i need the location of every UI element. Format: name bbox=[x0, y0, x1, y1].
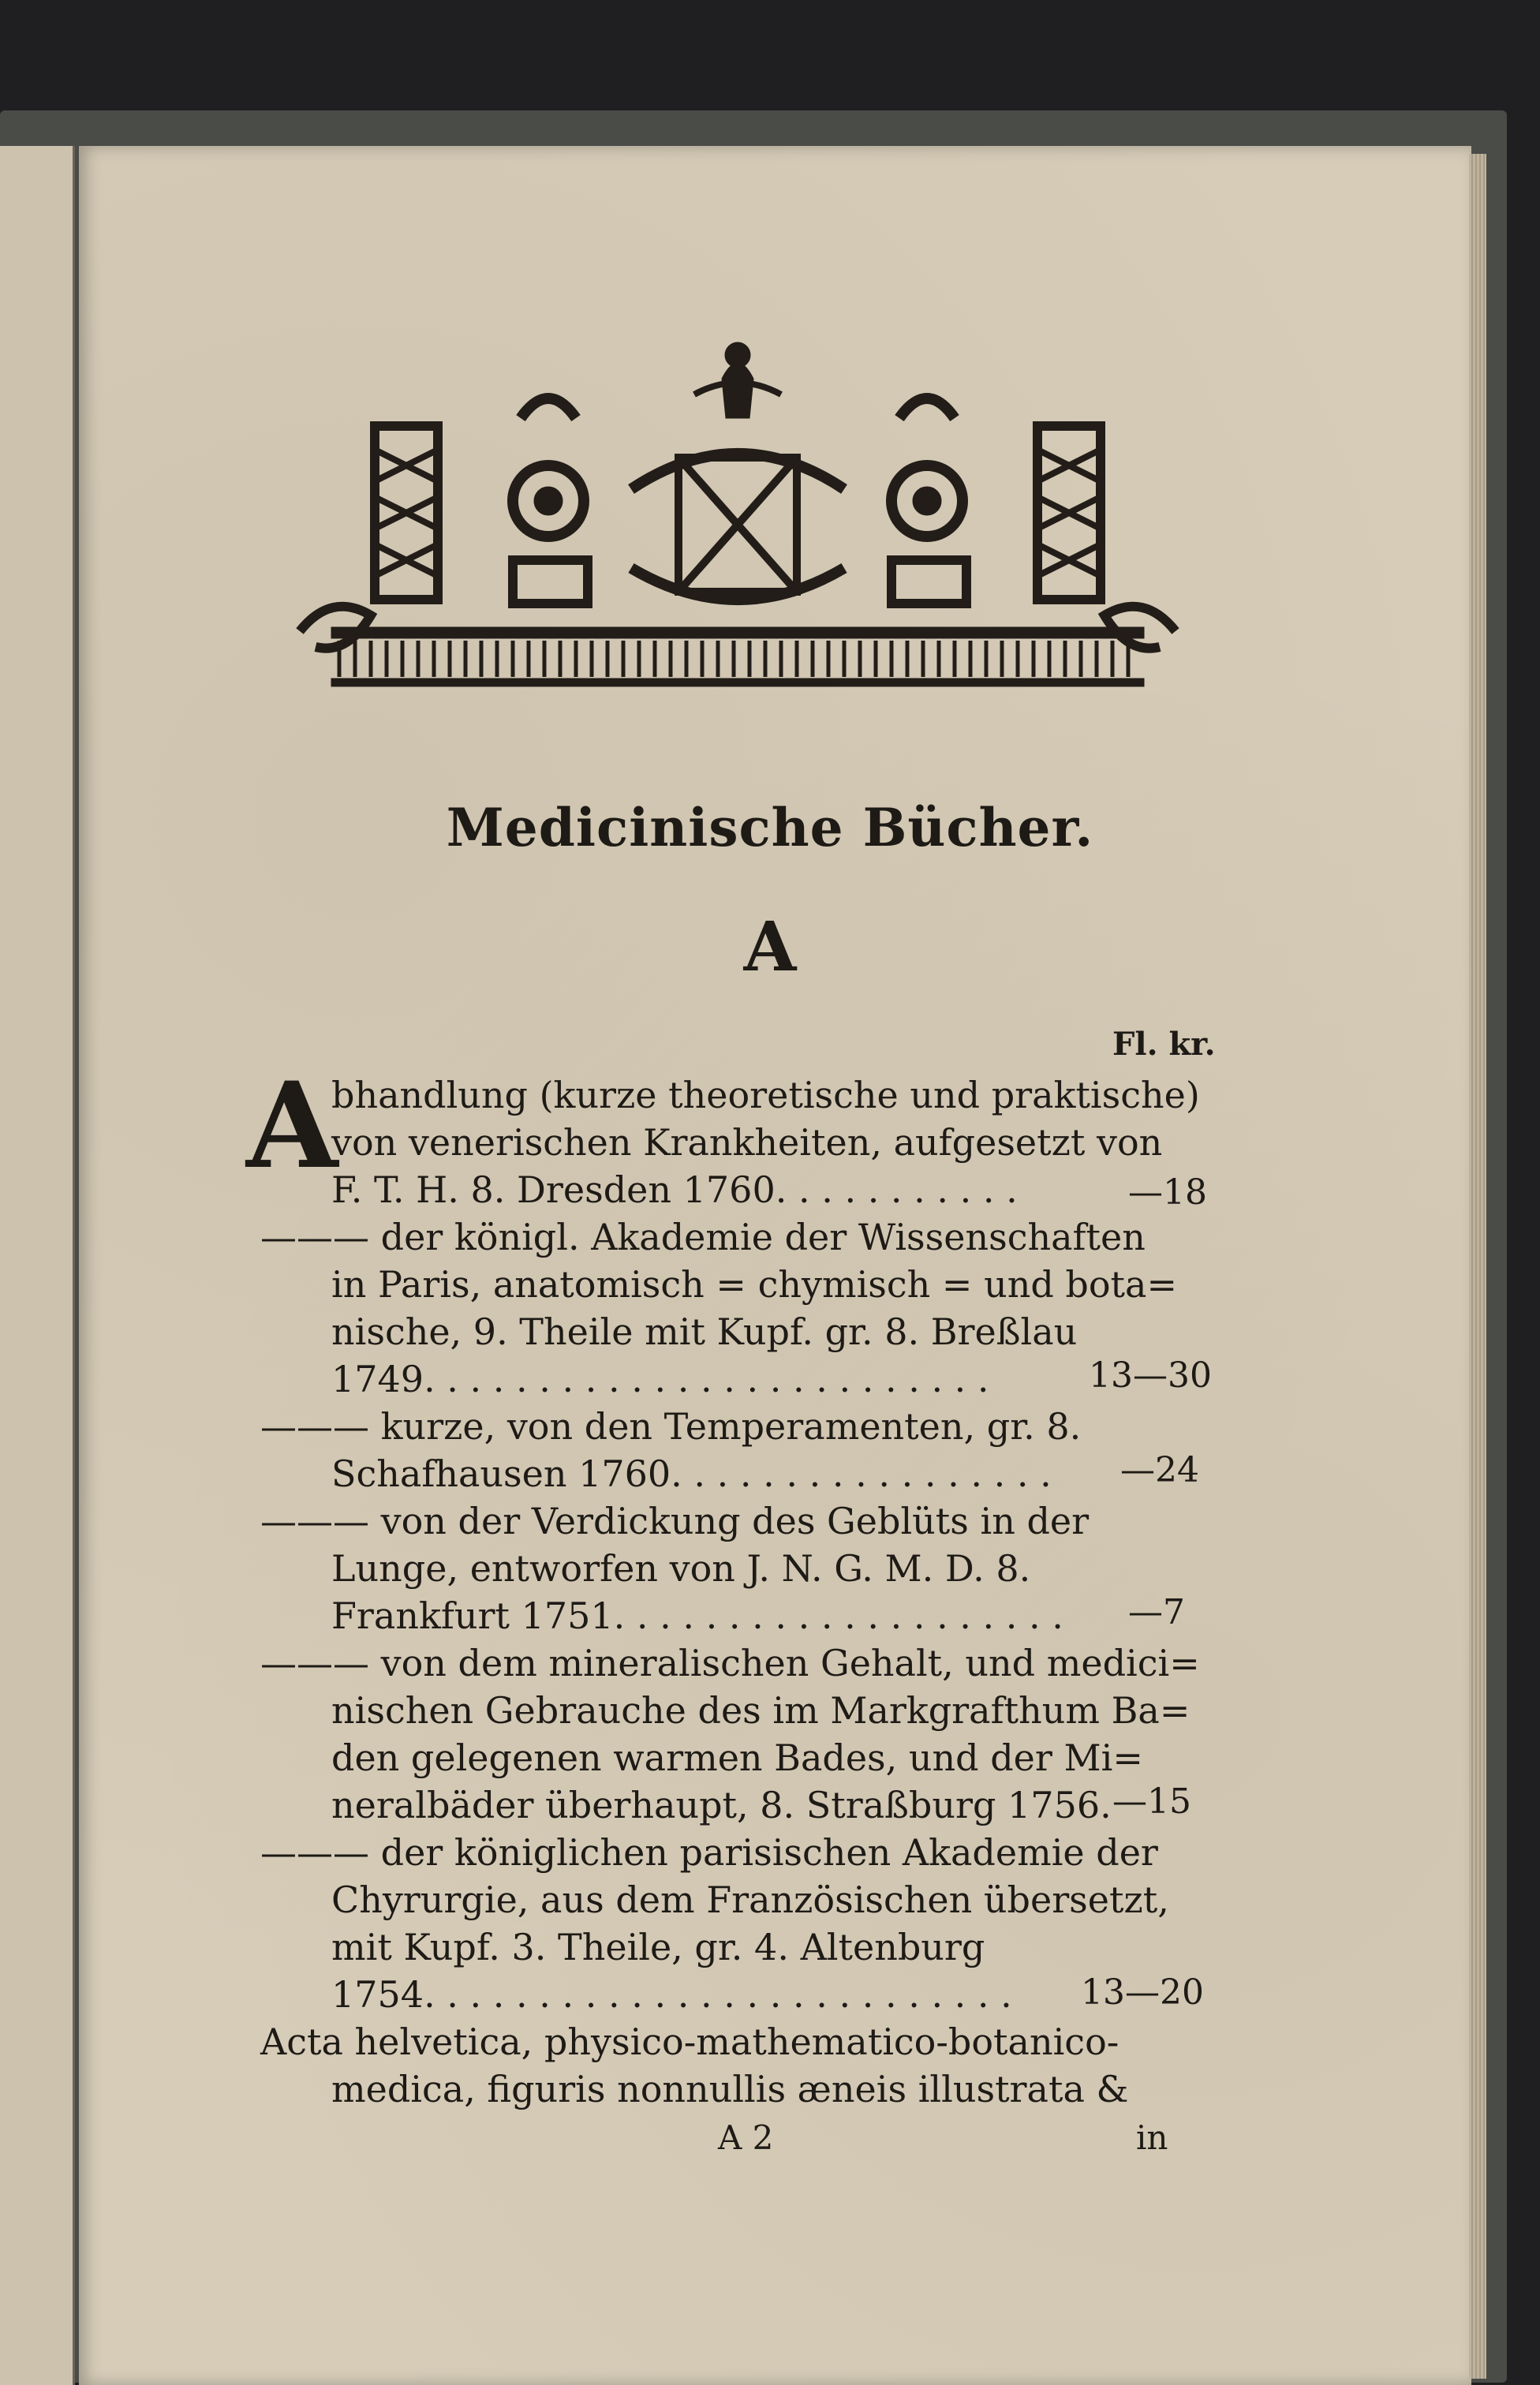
left-page-edge bbox=[0, 146, 75, 2385]
entry-line: Schafhausen 1760. . . . . . . . . . . . . . . . . bbox=[331, 1452, 1052, 1495]
catchword: in bbox=[1136, 2118, 1168, 2157]
entry-line: ——— der königl. Akademie der Wissenschaften bbox=[260, 1216, 1146, 1258]
entry-price: —24 bbox=[1120, 1450, 1199, 1490]
section-letter: A bbox=[743, 907, 797, 987]
entry-line: in Paris, anatomisch = chymisch = und bota= bbox=[331, 1263, 1177, 1306]
entry-line: 1749. . . . . . . . . . . . . . . . . . . . . . . . . bbox=[331, 1358, 989, 1400]
entry-line: nischen Gebrauche des im Markgrafthum Ba= bbox=[331, 1689, 1191, 1732]
entry-line: ——— der königlichen parisischen Akademie der bbox=[260, 1831, 1158, 1874]
price-column-header: Fl. kr. bbox=[1112, 1026, 1216, 1063]
entry-price: —15 bbox=[1112, 1781, 1191, 1822]
drop-cap-initial: A bbox=[246, 1056, 338, 1195]
entry-line: ——— von dem mineralischen Gehalt, und medici= bbox=[260, 1642, 1200, 1684]
entry-line: F. T. H. 8. Dresden 1760. . . . . . . . . . . bbox=[331, 1168, 1018, 1211]
decorative-headpiece-icon bbox=[284, 331, 1191, 710]
entry-line: mit Kupf. 3. Theile, gr. 4. Altenburg bbox=[331, 1926, 985, 1968]
page-signature: A 2 bbox=[718, 2118, 774, 2157]
entry-price: 13—30 bbox=[1089, 1355, 1212, 1396]
entry-price: —18 bbox=[1128, 1172, 1207, 1213]
entry-line: medica, figuris nonnullis æneis illustrata & bbox=[331, 2068, 1129, 2110]
entry-line: ——— kurze, von den Temperamenten, gr. 8. bbox=[260, 1405, 1082, 1448]
page-title: Medicinische Bücher. bbox=[446, 797, 1094, 858]
entry-line: nische, 9. Theile mit Kupf. gr. 8. Breßlau bbox=[331, 1310, 1078, 1353]
entry-line: Frankfurt 1751. . . . . . . . . . . . . . . . . . . . bbox=[331, 1594, 1063, 1637]
entry-line: Chyrurgie, aus dem Französischen übersetzt, bbox=[331, 1878, 1169, 1921]
entry-price: 13—20 bbox=[1081, 1972, 1204, 2013]
entry-line: neralbäder überhaupt, 8. Straßburg 1756. bbox=[331, 1784, 1112, 1826]
entry-line: von venerischen Krankheiten, aufgesetzt von bbox=[331, 1121, 1163, 1164]
entry-line: ——— von der Verdickung des Geblüts in der bbox=[260, 1500, 1090, 1542]
entry-line: bhandlung (kurze theoretische und praktische) bbox=[331, 1074, 1200, 1116]
entry-price: —7 bbox=[1128, 1592, 1185, 1632]
entry-line: Acta helvetica, physico-mathematico-botanico- bbox=[260, 2021, 1119, 2063]
entry-line: 1754. . . . . . . . . . . . . . . . . . . . . . . . . . bbox=[331, 1973, 1012, 2016]
entry-line: den gelegenen warmen Bades, und der Mi= bbox=[331, 1736, 1143, 1779]
page-edges bbox=[1469, 154, 1486, 2379]
entry-line: Lunge, entworfen von J. N. G. M. D. 8. bbox=[331, 1547, 1031, 1590]
